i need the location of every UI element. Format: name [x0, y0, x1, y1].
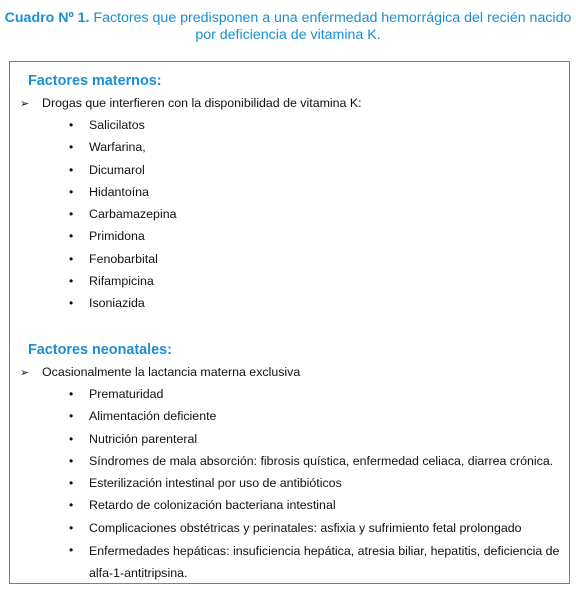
bullet-icon: •	[69, 387, 74, 401]
bullet-icon: •	[69, 207, 74, 221]
bullet-icon: •	[69, 274, 74, 288]
bullet-icon: •	[69, 454, 74, 468]
bullet-icon: •	[69, 296, 74, 310]
table-caption	[0, 10, 576, 44]
arrow-bullet-icon: ➢	[20, 98, 30, 110]
bullet-icon: •	[69, 229, 74, 243]
caption-text-2: por deficiencia de vitamina K.	[195, 27, 381, 43]
caption-label: Cuadro Nº 1.	[4, 10, 90, 26]
bullet-icon: •	[69, 543, 74, 557]
bullet-icon: •	[69, 163, 74, 177]
bullet-icon: •	[69, 118, 74, 132]
bullet-icon: •	[69, 252, 74, 266]
bullet-icon: •	[69, 432, 74, 446]
maternal-intro	[20, 96, 362, 112]
bullet-icon: •	[69, 476, 74, 490]
maternal-factors-title: Factores maternos:	[28, 73, 162, 89]
factors-box: Factores maternos: ➢ Drogas que interfieren con la disponibilidad de vitamina K: • Salicilatos • Warfarina, • Dicumarol • Hidantoína • Carbamazepina • Primidona • Fenobarbital • Rifampicina • Isoniazida Factores neonatales: ➢ Ocasionalmente la lactancia materna exclusiva • Prematuridad • Alimentación deficiente • Nutrición parenteral • Síndromes de mala absorción: fibrosis quística, enfermedad celiaca, diarrea crónica. • Esterilización intestinal por uso de antibióticos • Retardo de colonización bacteriana intestinal • Complicaciones obstétricas y perinatales: asfixia y sufrimiento fetal prolongado • Enfermedades hepáticas: insuficiencia hepática, atresia biliar, hepatitis, deficiencia de alfa-1-antitripsina.	[9, 61, 570, 584]
neonatal-intro	[20, 365, 300, 381]
caption-text-1: Factores que predisponen a una enfermedad hemorrágica del recién nacido	[93, 10, 572, 26]
maternal-intro-text: Drogas que interfieren con la disponibilidad de vitamina K:	[42, 96, 362, 110]
arrow-bullet-icon: ➢	[20, 367, 30, 379]
caption-line-1	[0, 10, 576, 27]
bullet-icon: •	[69, 521, 74, 535]
bullet-icon: •	[69, 498, 74, 512]
bullet-icon: •	[69, 409, 74, 423]
neonatal-intro-text: Ocasionalmente la lactancia materna exclusiva	[42, 365, 301, 379]
bullet-icon: •	[69, 185, 74, 199]
neonatal-factors-title: Factores neonatales:	[28, 342, 172, 358]
bullet-icon: •	[69, 140, 74, 154]
